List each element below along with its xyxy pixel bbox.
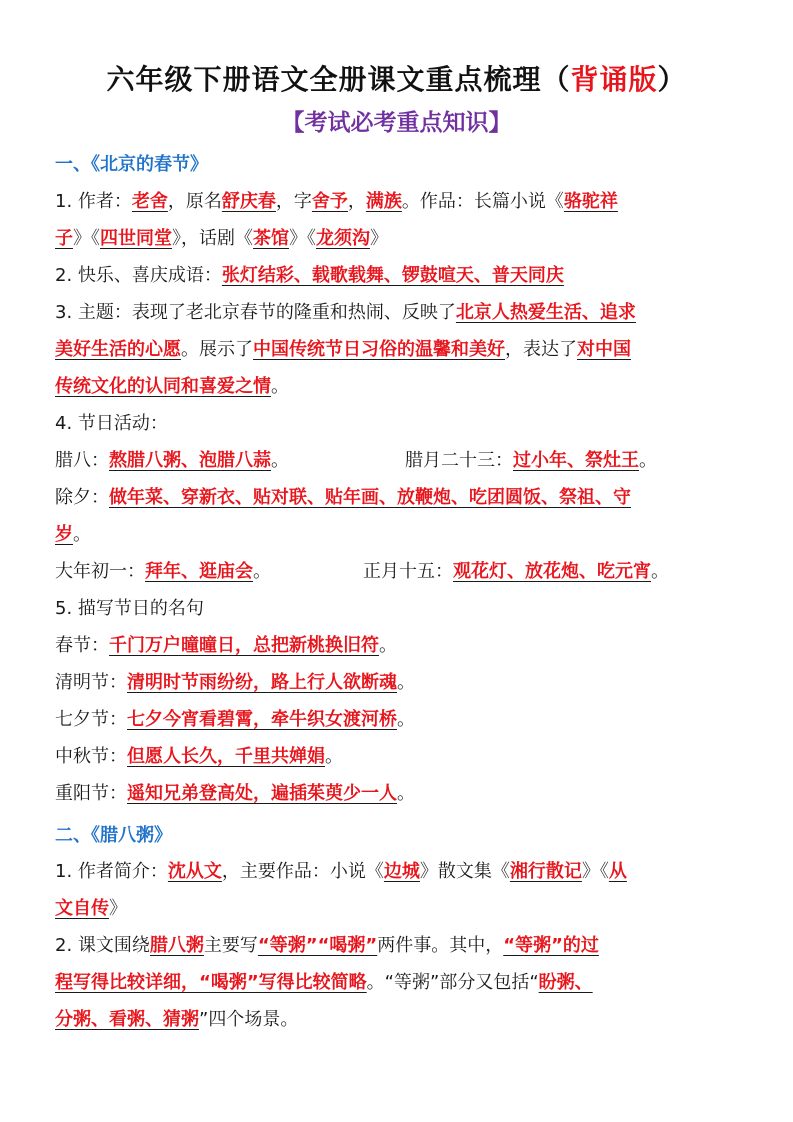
text: 》《 [289, 228, 316, 249]
text: 》 [370, 228, 388, 249]
s2-line-1 [55, 857, 627, 883]
key-term: 从 [608, 861, 627, 882]
key-term: 清明时节雨纷纷，路上行人欲断魂 [127, 672, 397, 693]
text: 。“等粥”部分又包括“ [366, 972, 539, 993]
s1-line-7: 4. 节日活动： [55, 413, 168, 434]
text: 。 [397, 709, 415, 730]
key-term: 盼粥、 [538, 972, 593, 993]
s1-line-4 [55, 298, 636, 324]
text: ，主要作品：小说《 [221, 861, 384, 882]
s1-line-16 [55, 742, 343, 768]
key-term: 程写得比较详细，“喝粥”写得比较简略 [55, 972, 367, 993]
s2-line-5 [55, 1005, 298, 1031]
text: 清明节： [55, 672, 127, 693]
key-term: 文自传 [55, 898, 109, 919]
text: 正月十五： [363, 561, 453, 582]
text: ，表达了 [505, 339, 577, 360]
key-term: 四世同堂 [100, 228, 172, 249]
key-term: 沈从文 [167, 861, 222, 882]
section-heading-1: 一、《北京的春节》 [55, 154, 208, 175]
key-term: 遥知兄弟登高处，遍插茱萸少一人 [127, 783, 397, 804]
text: 。 [325, 746, 343, 767]
text: ，字 [275, 191, 312, 212]
key-term: 做年菜、穿新衣、贴对联、贴年画、放鞭炮、吃团圆饭、祭祖、守 [109, 487, 631, 508]
key-term: 中国传统节日习俗的温馨和美好 [253, 339, 505, 360]
text: 3. 主题：表现了老北京春节的隆重和热闹、反映了 [55, 302, 456, 323]
key-term: 腊八粥 [149, 935, 204, 956]
title-highlight: 背诵版 [570, 63, 658, 96]
key-term: 老舍 [131, 191, 168, 212]
s1-line-17 [55, 779, 415, 805]
text: 》，话剧《 [172, 228, 253, 249]
key-term: 舍予 [311, 191, 348, 212]
key-term: 边城 [383, 861, 420, 882]
key-term: 北京人热爱生活、追求 [455, 302, 636, 323]
section-heading-2: 二、《腊八粥》 [55, 825, 172, 846]
s1-line-6 [55, 372, 289, 398]
text: 重阳节： [55, 783, 127, 804]
s1-line-14 [55, 668, 415, 694]
text: 。展示了 [181, 339, 253, 360]
text: 大年初一： [55, 561, 145, 582]
key-term: 美好生活的心愿 [55, 339, 181, 360]
text: 。 [271, 450, 289, 471]
title-end: ） [657, 63, 687, 96]
text: 除夕： [55, 487, 109, 508]
key-term: 分粥、看粥、猜粥 [55, 1009, 199, 1030]
text: 2. 快乐、喜庆成语： [55, 265, 222, 286]
key-term: 传统文化的认同和喜爱之情 [55, 376, 271, 397]
s1-line-9 [55, 483, 631, 509]
s1-line-15 [55, 705, 415, 731]
text: 2. 课文围绕 [55, 935, 150, 956]
s2-line-3 [55, 931, 599, 957]
s1-line-10 [55, 520, 91, 546]
text: 。 [253, 561, 271, 582]
s1-line-5 [55, 335, 631, 361]
text: 。 [271, 376, 289, 397]
s1-line-3 [55, 261, 564, 287]
s1-line-8a [55, 446, 289, 472]
s1-line-12: 5. 描写节日的名句 [55, 598, 204, 619]
text: ， [347, 191, 366, 212]
text: 主要写 [203, 935, 258, 956]
s1-line-13 [55, 631, 397, 657]
text: ”四个场景。 [199, 1009, 299, 1030]
page-title [0, 58, 793, 98]
text: 》《 [73, 228, 100, 249]
text: 。 [397, 783, 415, 804]
page-subtitle: 【考试必考重点知识】 [281, 110, 512, 136]
text: 》散文集《 [419, 861, 510, 882]
s1-line-2 [55, 224, 388, 250]
text: 。 [73, 524, 91, 545]
key-term: 张灯结彩、载歌载舞、锣鼓喧天、普天同庆 [221, 265, 564, 286]
key-term: 湘行散记 [509, 861, 582, 882]
text: 腊八： [55, 450, 109, 471]
key-term: 岁 [55, 524, 73, 545]
key-term: 七夕今宵看碧霄，牵牛织女渡河桥 [127, 709, 397, 730]
text: 1. 作者简介： [55, 861, 168, 882]
key-term: 子 [55, 228, 73, 249]
key-term: 对中国 [577, 339, 631, 360]
s1-line-11a [55, 557, 271, 583]
text: 1. 作者： [55, 191, 132, 212]
title-main: 六年级下册语文全册课文重点梳理（ [106, 63, 571, 96]
key-term: “等粥”“喝粥” [257, 935, 378, 956]
key-term: 过小年、祭灶王 [513, 450, 639, 471]
text: 腊月二十三： [405, 450, 513, 471]
text: 》 [109, 898, 127, 919]
key-term: 观花灯、放花炮、吃元宵 [453, 561, 651, 582]
key-term: 拜年、逛庙会 [145, 561, 253, 582]
text: 。 [397, 672, 415, 693]
text: 七夕节： [55, 709, 127, 730]
key-term: 但愿人长久，千里共婵娟 [127, 746, 325, 767]
text: 。 [639, 450, 657, 471]
s1-line-1 [55, 187, 618, 213]
key-term: 满族 [365, 191, 402, 212]
text: 》《 [581, 861, 609, 882]
text: 。作品：长篇小说《 [401, 191, 564, 212]
text: 春节： [55, 635, 109, 656]
key-term: 舒庆春 [221, 191, 276, 212]
s2-line-4 [55, 968, 593, 994]
key-term: 龙须沟 [316, 228, 370, 249]
text: 。 [379, 635, 397, 656]
key-term: 骆驼祥 [563, 191, 618, 212]
key-term: 千门万户曈曈日，总把新桃换旧符 [109, 635, 379, 656]
key-term: 熬腊八粥、泡腊八蒜 [109, 450, 271, 471]
s1-line-8b [405, 446, 657, 472]
text: ，原名 [167, 191, 222, 212]
s1-line-11b [363, 557, 669, 583]
s2-line-2 [55, 894, 127, 920]
text: 。 [651, 561, 669, 582]
text: 中秋节： [55, 746, 127, 767]
text: 两件事。其中， [377, 935, 504, 956]
key-term: 茶馆 [253, 228, 289, 249]
key-term: “等粥”的过 [503, 935, 599, 956]
